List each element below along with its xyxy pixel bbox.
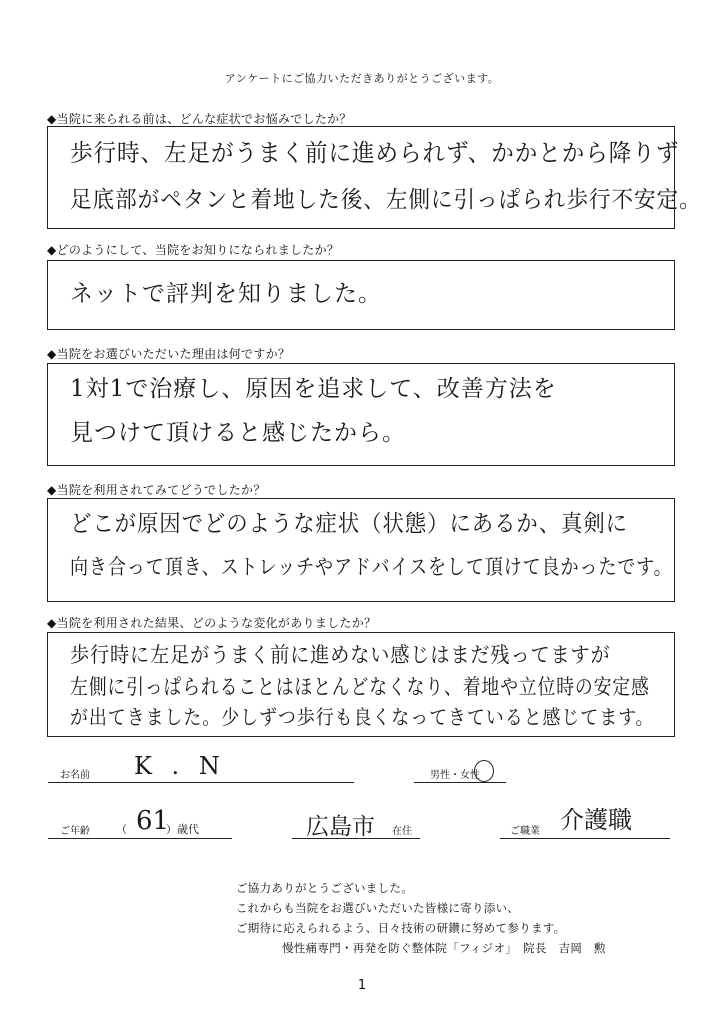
question-1-label: ◆当院に来られる前は、どんな症状でお悩みでしたか？ bbox=[47, 112, 352, 126]
occupation-underline bbox=[500, 838, 670, 839]
answer-4-line-2: 向き合って頂き、ストレッチやアドバイスをして頂けて良かったです。 bbox=[70, 555, 673, 579]
question-2-label: ◆どのようにして、当院をお知りになられましたか？ bbox=[47, 243, 340, 257]
age-label: ご年齢 bbox=[60, 826, 90, 837]
name-value: K . N bbox=[134, 752, 226, 780]
answer-5-line-1: 歩行時に左足がうまく前に進めない感じはまだ残ってますが bbox=[70, 643, 611, 667]
answer-1-line-2: 足底部がペタンと着地した後、左側に引っぱられ歩行不安定。 bbox=[70, 187, 702, 213]
question-3-label: ◆当院をお選びいただいた理由は何ですか？ bbox=[47, 347, 291, 361]
residence-underline bbox=[292, 838, 420, 839]
age-value: 61 bbox=[136, 806, 170, 836]
name-underline bbox=[48, 782, 354, 783]
answer-box-1 bbox=[47, 126, 702, 229]
occupation-value: 介護職 bbox=[560, 806, 632, 834]
answer-3-line-1: 1対1で治療し、原因を追求して、改善方法を bbox=[70, 376, 557, 402]
footer-line-2: これからも当院をお選びいただいた皆様に寄り添い、 bbox=[236, 901, 520, 915]
survey-header: アンケートにご協力いただきありがとうございます。 bbox=[224, 72, 500, 85]
name-label: お名前 bbox=[60, 770, 90, 781]
footer-line-3: ご期待に応えられるよう、日々技術の研鑽に努めて参ります。 bbox=[236, 921, 566, 935]
age-unit: ）歳代 bbox=[166, 823, 199, 836]
footer-signature: 慢性痛専門・再発を防ぐ整体院「フィジオ」 院長 吉岡 勲 bbox=[282, 941, 606, 955]
gender-underline bbox=[414, 782, 506, 783]
question-4-label: ◆当院を利用されてみてどうでしたか？ bbox=[47, 483, 266, 497]
answer-box-5 bbox=[47, 632, 675, 737]
answer-box-3 bbox=[47, 363, 675, 466]
answer-1-line-1: 歩行時、左足がうまく前に進められず、かかとから降りず bbox=[70, 139, 680, 167]
answer-5-line-3: が出てきました。少しずつ歩行も良くなってきていると感じてます。 bbox=[70, 705, 655, 729]
occupation-label: ご職業 bbox=[510, 826, 540, 837]
answer-5-line-2: 左側に引っぱられることはほとんどなくなり、着地や立位時の安定感 bbox=[70, 675, 650, 699]
age-open-paren: （ bbox=[116, 823, 127, 836]
gender-selection-circle bbox=[474, 760, 494, 782]
age-underline bbox=[48, 838, 232, 839]
answer-3-line-2: 見つけて頂けると感じたから。 bbox=[70, 420, 406, 446]
question-5-label: ◆当院を利用された結果、どのような変化がありましたか？ bbox=[47, 616, 377, 630]
answer-4-line-1: どこが原因でどのような症状（状態）にあるか、真剣に bbox=[70, 511, 628, 537]
residence-value: 広島市 bbox=[306, 814, 375, 840]
page-number: 1 bbox=[357, 978, 367, 993]
answer-box-4 bbox=[47, 498, 675, 602]
gender-label: 男性・女性 bbox=[430, 770, 480, 781]
answer-2-line-1: ネットで評判を知りました。 bbox=[70, 281, 382, 307]
residence-label: 在住 bbox=[392, 826, 412, 837]
footer-line-1: ご協力ありがとうございました。 bbox=[236, 881, 413, 895]
answer-box-2 bbox=[47, 260, 675, 330]
